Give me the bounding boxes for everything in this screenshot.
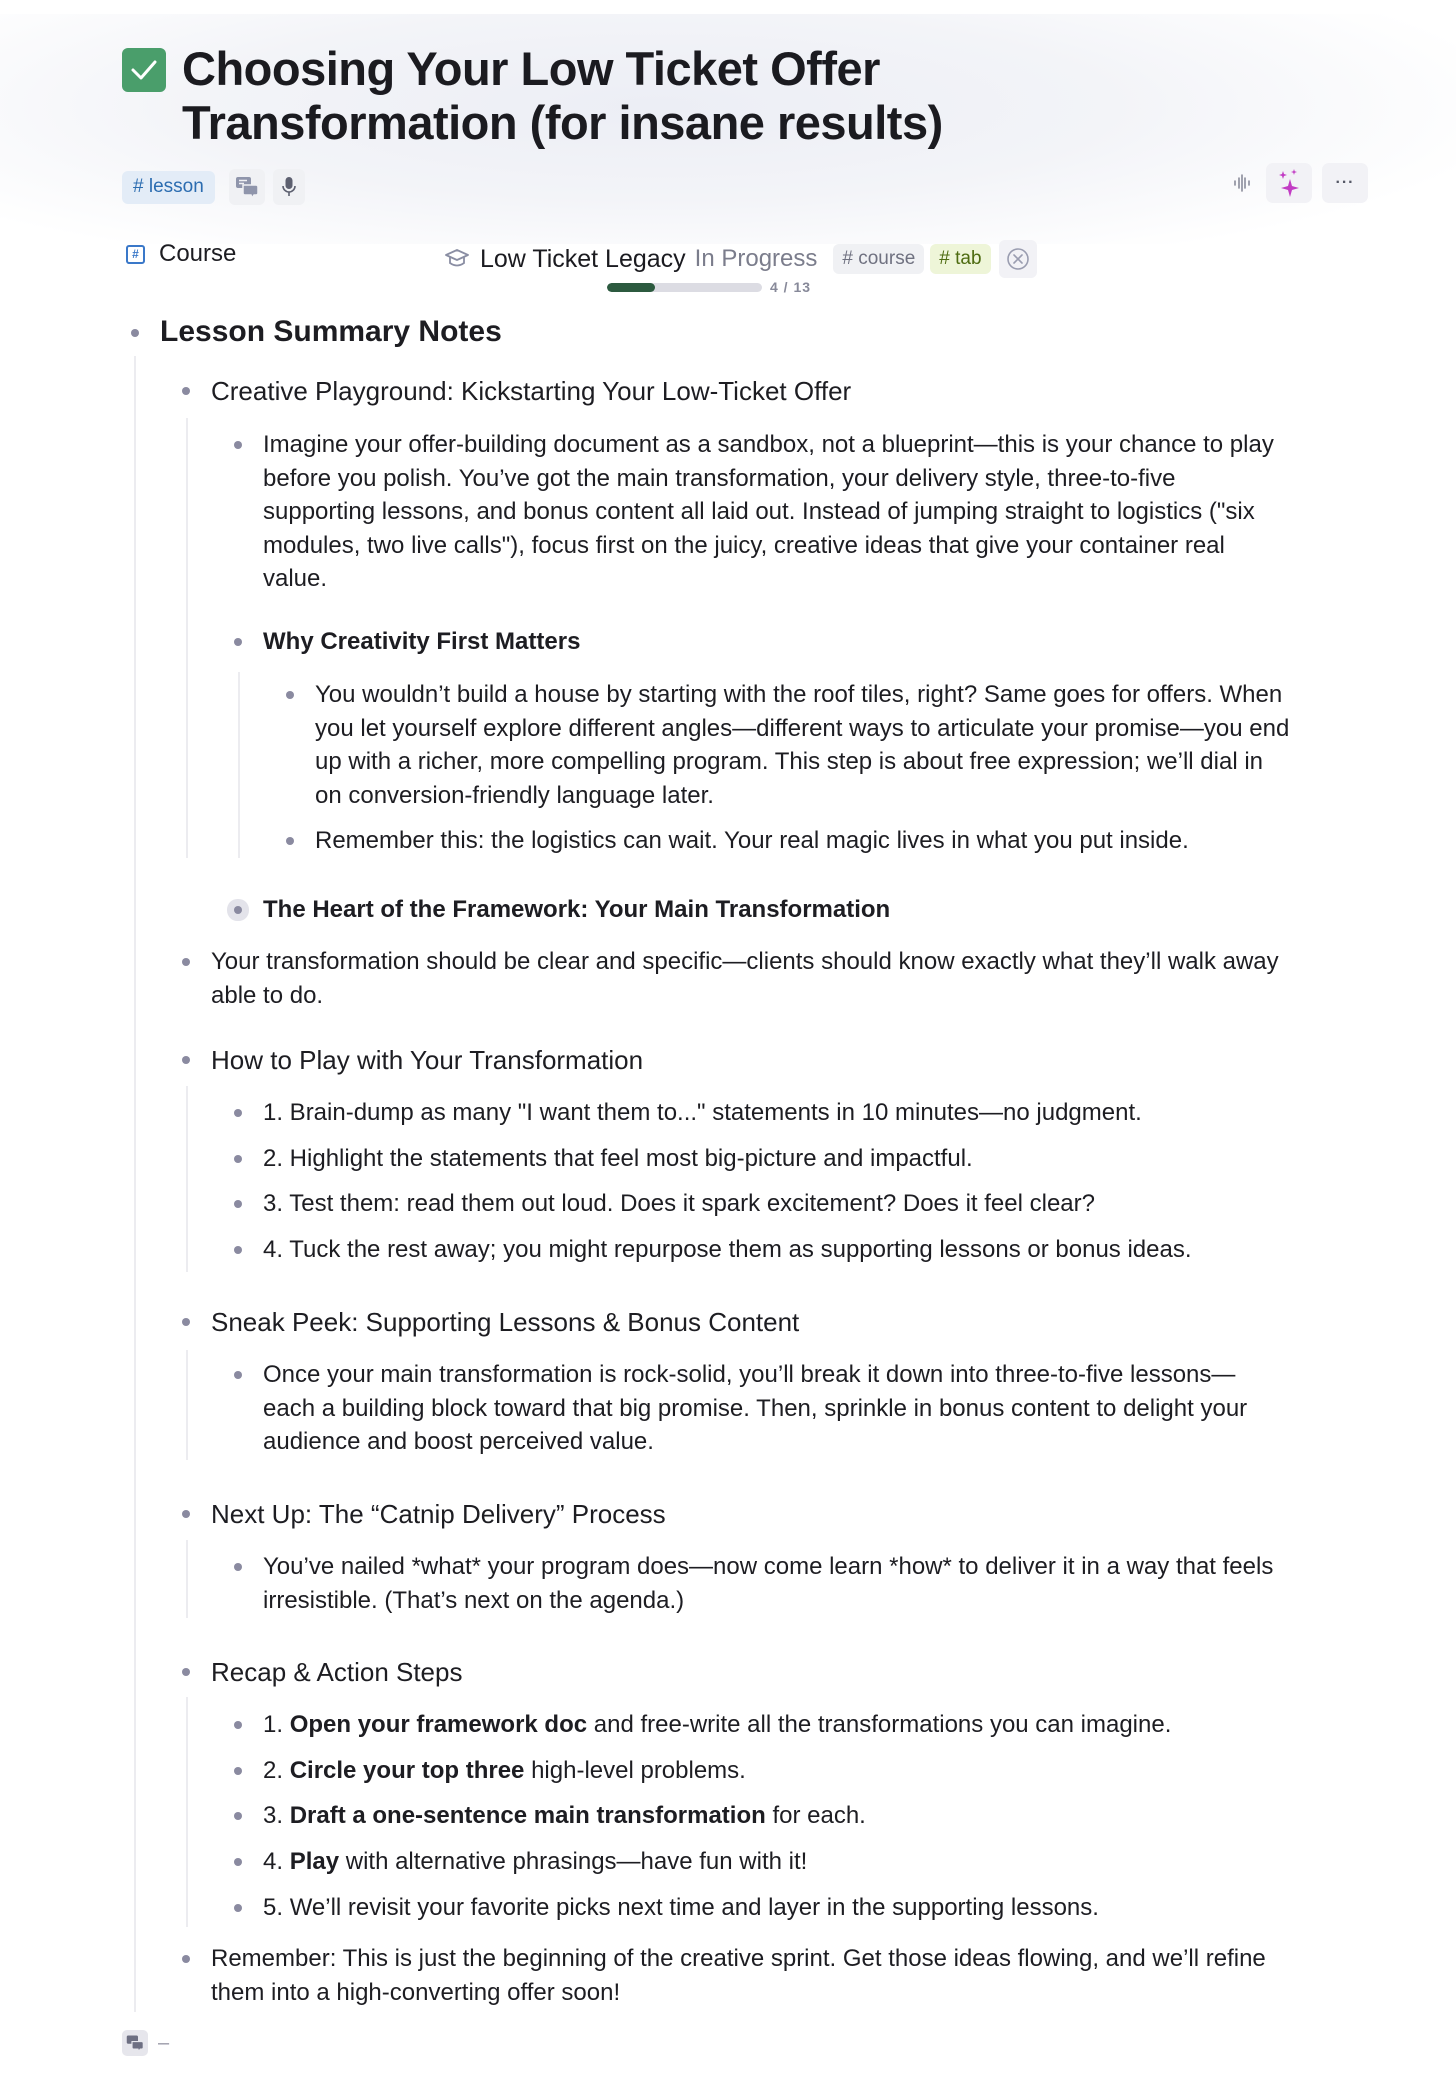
text-line: them into a high-converting offer soon! (211, 1978, 621, 2006)
step-number: 3. (263, 1802, 290, 1829)
outline-guide-creative (186, 418, 188, 858)
howto-step[interactable]: 4. Tuck the rest away; you might repurpose them as supporting lessons or bonus ideas. (263, 1236, 1192, 1263)
step-bold: Circle your top three (289, 1757, 525, 1784)
text-line: Once your main transformation is rock-solid, you’ll break it down into three-to-five lessons— (263, 1361, 1236, 1388)
why-paragraph[interactable] (315, 678, 1289, 812)
course-link[interactable]: Low Ticket Legacy (480, 244, 686, 273)
property-label (126, 240, 236, 268)
page-footer (122, 2030, 169, 2056)
page-header (122, 42, 1222, 150)
recap-step[interactable] (263, 1708, 1171, 1742)
outline-guide-next (186, 1540, 188, 1618)
bullet-dot[interactable] (182, 387, 190, 395)
page-toolbar (1228, 163, 1368, 203)
completed-checkbox[interactable] (122, 48, 166, 92)
bullet-dot[interactable] (234, 1812, 242, 1820)
text-line: up with a richer, more compelling program. This step is about free expression; we’ll dial in (315, 748, 1263, 775)
text-line: value. (263, 565, 328, 592)
heart-heading[interactable]: The Heart of the Framework: Your Main Transformation (263, 896, 891, 923)
comments-button[interactable] (229, 169, 265, 205)
step-rest: high-level problems. (524, 1757, 746, 1784)
outline-guide-level1 (134, 356, 136, 2012)
tag-field-icon: # (126, 245, 145, 264)
howto-step[interactable]: 3. Test them: read them out loud. Does it spark excitement? Does it feel clear? (263, 1190, 1095, 1217)
bullet-dot[interactable] (234, 1563, 242, 1571)
tag-course[interactable]: # course (833, 244, 924, 274)
progress-bar (607, 283, 762, 292)
bullet-dot[interactable] (182, 1510, 190, 1518)
text-line: supporting lessons, and bonus content all laid out. Instead of jumping straight to logistics ("six (263, 498, 1255, 525)
step-rest: and free-write all the transformations you can imagine. (587, 1711, 1172, 1738)
progress-count: 4 / 13 (770, 279, 812, 295)
recap-step[interactable] (263, 1845, 807, 1879)
bullet-dot[interactable] (234, 1858, 242, 1866)
outline-guide-sneak (186, 1350, 188, 1460)
step-number: 4. (263, 1848, 290, 1875)
text-line: Imagine your offer-building document as a sandbox, not a blueprint—this is your chance to play (263, 431, 1274, 458)
recap-step[interactable] (263, 1754, 746, 1788)
text-line: You’ve nailed *what* your program does—now come learn *how* to deliver it in a way that feels (263, 1553, 1274, 1580)
step-number: 2. (263, 1757, 290, 1784)
step-rest: for each. (765, 1802, 866, 1829)
bullet-dot[interactable] (131, 329, 139, 337)
why-heading[interactable]: Why Creativity First Matters (263, 628, 581, 655)
howto-step[interactable]: 1. Brain-dump as many "I want them to..." statements in 10 minutes—no judgment. (263, 1099, 1142, 1126)
section-heading-next[interactable]: Next Up: The “Catnip Delivery” Process (211, 1499, 666, 1529)
checkmark-icon (130, 59, 158, 81)
transformation-paragraph[interactable] (211, 945, 1279, 1012)
closing-paragraph[interactable] (211, 1942, 1266, 2009)
graduation-cap-icon (444, 247, 470, 271)
next-paragraph[interactable] (263, 1550, 1273, 1617)
step-number: 5. (263, 1894, 290, 1921)
bullet-dot[interactable] (182, 1318, 190, 1326)
text-line: audience and boost perceived value. (263, 1428, 654, 1455)
step-bold: Open your framework doc (289, 1711, 588, 1738)
sneak-paragraph[interactable] (263, 1358, 1247, 1459)
outline-guide-why (238, 672, 240, 858)
course-property (126, 240, 1326, 300)
bullet-dot[interactable] (234, 441, 242, 449)
text-line: irresistible. (That’s next on the agenda.) (263, 1586, 685, 1614)
why-remember[interactable]: Remember this: the logistics can wait. Your real magic lives in what you put inside. (315, 827, 1189, 854)
bullet-dot[interactable] (234, 638, 242, 646)
step-bold: Play (289, 1848, 340, 1875)
tag-tab[interactable]: # tab (930, 244, 990, 274)
bullet-dot[interactable] (286, 691, 294, 699)
bullet-dot[interactable] (234, 1721, 242, 1729)
recap-step[interactable] (263, 1891, 1099, 1925)
text-line: you let yourself explore different angles—different ways to articulate your promise—you end (315, 714, 1290, 742)
text-line: modules, two live calls"), focus first on the juicy, creative ideas that give your container real (263, 531, 1225, 559)
page-title[interactable]: Choosing Your Low Ticket Offer Transformation (for insane results) (182, 42, 943, 149)
bullet-dot[interactable] (234, 1246, 242, 1254)
tag-lesson[interactable]: # lesson (122, 171, 215, 204)
section-heading-creative[interactable]: Creative Playground: Kickstarting Your Low-Ticket Offer (211, 376, 852, 406)
section-heading-sneak[interactable]: Sneak Peek: Supporting Lessons & Bonus Content (211, 1307, 800, 1337)
creative-paragraph[interactable] (263, 428, 1274, 596)
step-bold: Draft a one-sentence main transformation (289, 1802, 766, 1829)
bullet-dot[interactable] (234, 1904, 242, 1912)
progress-fill (607, 283, 655, 292)
bullet-dot[interactable] (182, 1668, 190, 1676)
bullet-dot[interactable] (234, 1109, 242, 1117)
bullet-dot[interactable] (234, 1155, 242, 1163)
tag-row (122, 169, 305, 205)
more-options-button[interactable] (1322, 163, 1368, 203)
property-value (444, 240, 1037, 278)
course-status: In Progress (694, 245, 818, 272)
section-heading-howto[interactable]: How to Play with Your Transformation (211, 1045, 644, 1075)
comments-footer-button[interactable] (122, 2030, 148, 2056)
sparkle-icon (1278, 169, 1300, 197)
text-line: each a building block toward that big promise. Then, sprinkle in bonus content to delight your (263, 1394, 1248, 1422)
voice-note-button[interactable] (273, 169, 305, 205)
bullet-dot[interactable] (234, 1767, 242, 1775)
bullet-dot[interactable] (234, 1371, 242, 1379)
text-line: before you polish. You’ve got the main transformation, your delivery style, three-to-five (263, 464, 1176, 492)
text-line: Your transformation should be clear and specific—clients should know exactly what they’ll walk away (211, 948, 1279, 975)
recap-step[interactable] (263, 1799, 866, 1833)
outline-guide-howto (186, 1086, 188, 1272)
outline-root-heading[interactable]: Lesson Summary Notes (160, 315, 502, 348)
bullet-dot[interactable] (182, 958, 190, 966)
bullet-dot[interactable] (286, 837, 294, 845)
step-rest: with alternative phrasings—have fun with it! (339, 1848, 808, 1875)
howto-step[interactable]: 2. Highlight the statements that feel most big-picture and impactful. (263, 1145, 973, 1172)
close-circle-icon (1006, 247, 1030, 271)
bullet-dot[interactable] (234, 1200, 242, 1208)
comment-icon (235, 176, 259, 198)
more-icon: ··· (1335, 174, 1355, 191)
section-heading-recap[interactable]: Recap & Action Steps (211, 1657, 463, 1687)
outline-guide-recap (186, 1697, 188, 1927)
text-line: able to do. (211, 981, 324, 1009)
audio-wave-icon (1232, 174, 1252, 192)
bullet-dot[interactable] (182, 1056, 190, 1064)
audio-button[interactable] (1228, 163, 1256, 203)
text-line: on conversion-friendly language later. (315, 781, 714, 809)
step-number: 1. (263, 1711, 290, 1738)
remove-reference-button[interactable] (999, 240, 1037, 278)
course-progress (607, 279, 811, 295)
bullet-dot[interactable] (182, 1955, 190, 1963)
collapsed-bullet[interactable] (234, 906, 242, 914)
comment-icon (126, 2034, 144, 2052)
microphone-icon (281, 176, 297, 198)
text-line: You wouldn’t build a house by starting with the roof tiles, right? Same goes for offers. When (315, 681, 1283, 708)
step-rest: We’ll revisit your favorite picks next time and layer in the supporting lessons. (289, 1894, 1099, 1921)
ai-assist-button[interactable] (1266, 163, 1312, 203)
property-label-text: Course (159, 240, 237, 267)
text-line: Remember: This is just the beginning of the creative sprint. Get those ideas flowing, and we’ll refine (211, 1945, 1266, 1972)
comment-count: – (158, 2031, 170, 2054)
